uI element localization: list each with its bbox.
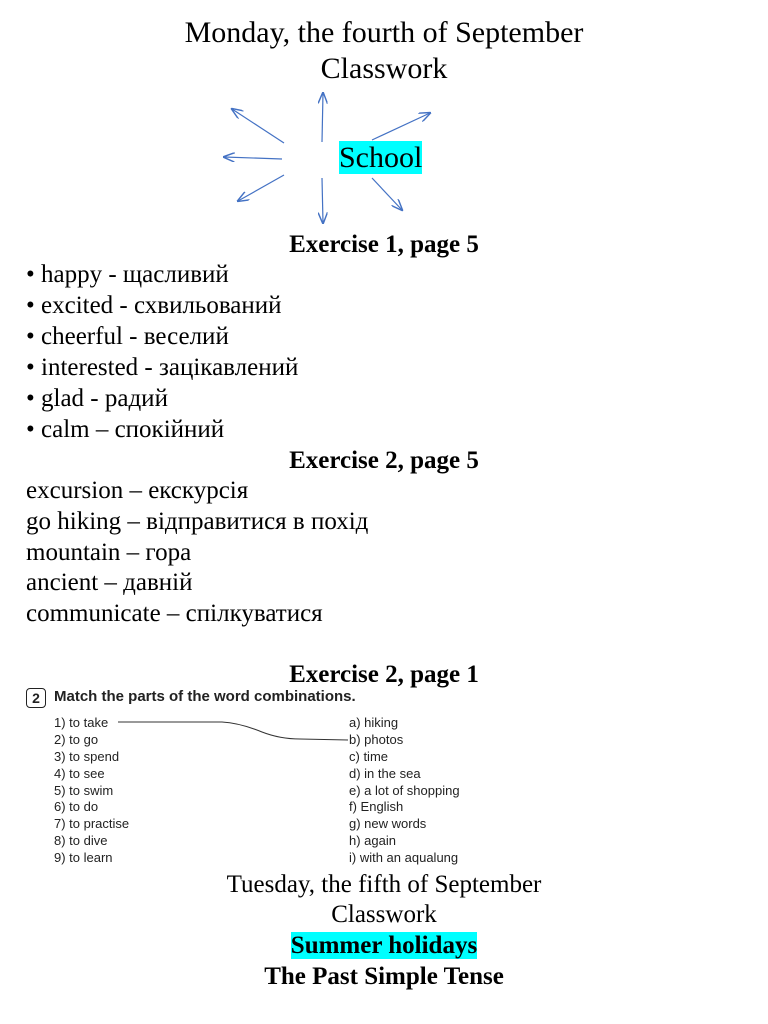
topic-school — [339, 141, 422, 175]
exercise2-title: Exercise 2, page 5 — [289, 447, 479, 474]
match-right-item: b) photos — [349, 731, 404, 747]
match-right-item: a) hiking — [349, 715, 399, 730]
topic-summer-holidays — [0, 931, 768, 961]
list-item: • calm – спокійний — [26, 416, 225, 443]
match-right-item: g) new words — [349, 816, 427, 832]
task-number-badge: 2 — [26, 688, 46, 708]
list-item: • interested - зацікавлений — [26, 354, 299, 381]
match-right-item: e) a lot of shopping — [349, 782, 460, 798]
list-item: excursion – екскурсія — [26, 477, 249, 504]
arrow-left — [224, 157, 282, 159]
list-item: mountain – гора — [26, 539, 192, 566]
exercise1-title: Exercise 1, page 5 — [289, 231, 479, 258]
arrow-up — [322, 93, 323, 142]
arrow-down — [322, 178, 323, 223]
arrow-up-left — [232, 109, 284, 143]
match-left-item: 9) to learn — [54, 850, 113, 866]
match-right-item: f) English — [349, 799, 404, 815]
match-left-item: 6) to do — [54, 799, 99, 815]
match-left-item: 8) to dive — [54, 833, 108, 849]
match-left-item: 5) to swim — [54, 782, 114, 798]
list-item: • glad - радий — [26, 385, 168, 412]
list-item: communicate – спілкуватися — [26, 600, 323, 627]
match-left-item: 3) to spend — [54, 748, 120, 764]
match-right-item: i) with an aqualung — [349, 850, 459, 866]
classwork-label: Classwork — [320, 52, 448, 85]
instruction-text: Match the parts of the word combinations. — [54, 688, 356, 705]
list-item: go hiking – відправитися в похід — [26, 508, 369, 535]
match-left-column — [54, 714, 129, 866]
match-right-item: d) in the sea — [349, 765, 421, 781]
list-item: ancient – давній — [26, 569, 193, 596]
grammar-topic: The Past Simple Tense — [264, 963, 504, 990]
match-left-item: 4) to see — [54, 765, 105, 781]
date-heading: Monday, the fourth of September — [184, 16, 584, 49]
date-heading: Tuesday, the fifth of September — [226, 871, 542, 898]
match-right-item: h) again — [349, 833, 396, 849]
arrow-up-right — [372, 113, 430, 140]
arrow-down-right — [372, 178, 402, 210]
list-item: • happy - щасливий — [26, 261, 229, 288]
match-right-column — [349, 714, 460, 866]
match-right-item: c) time — [349, 748, 388, 764]
exercise3-title: Exercise 2, page 1 — [289, 661, 479, 688]
list-item: • cheerful - веселий — [26, 323, 229, 350]
topic-highlight: Summer holidays — [290, 932, 478, 959]
arrow-down-left — [238, 175, 284, 201]
match-left-item: 1) to take — [54, 715, 109, 730]
topic-highlight: School — [339, 141, 423, 174]
match-left-item: 7) to practise — [54, 816, 130, 832]
list-item: • excited - схвильований — [26, 292, 282, 319]
match-left-item: 2) to go — [54, 731, 99, 747]
match-instruction — [26, 688, 356, 708]
classwork-label: Classwork — [331, 901, 437, 928]
